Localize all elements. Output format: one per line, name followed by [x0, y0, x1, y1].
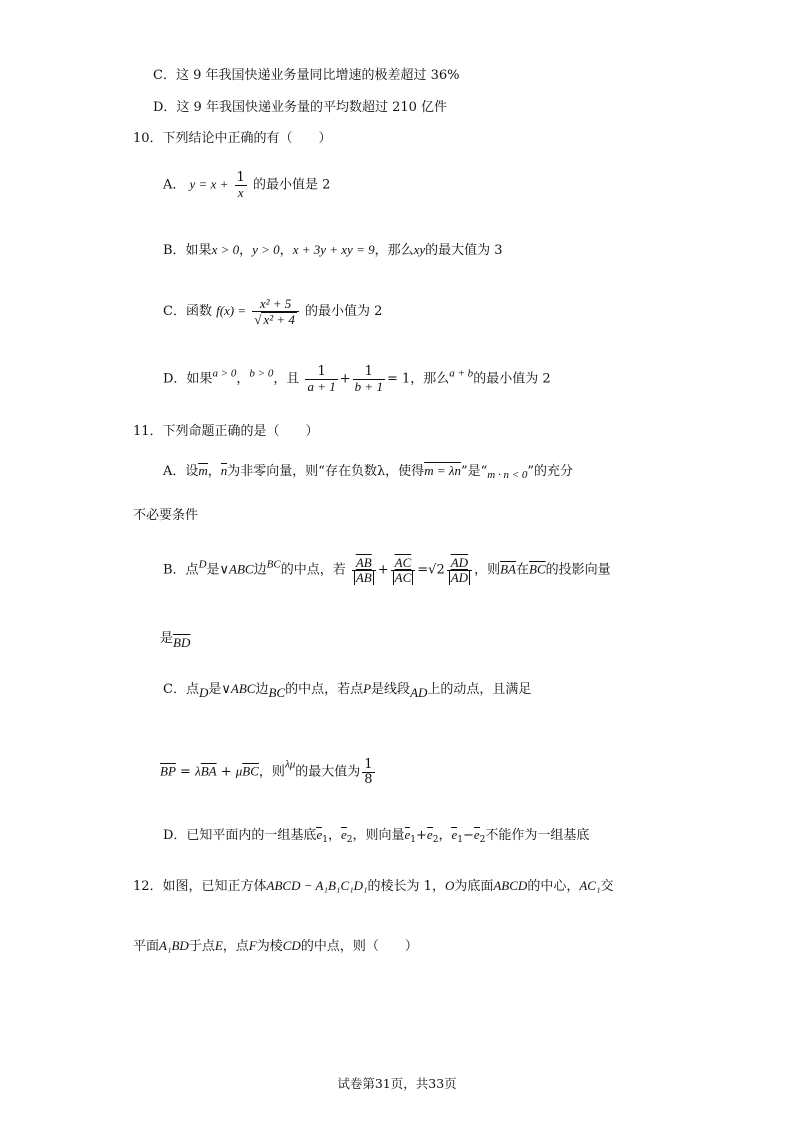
q11-option-c: C．点D是∨ABC边BC的中点，若点P是线段AD上的动点，且满足 [163, 681, 532, 700]
q11-stem: 11．下列命题正确的是（ ） [133, 424, 319, 439]
q9-option-d: D．这 9 年我国快递业务量的平均数超过 210 亿件 [153, 100, 448, 115]
q11-option-b: B．点$^D$是∨ABC边$^{BC}$的中点，若 $\frac{\overline{AB}}{AB}$ + $\frac{\overline{AC}}{AC}$ =√2 $\frac{\overline{AD}}{AD}$ ，则$\overline{BA}$在$\overline{BC}$的投影向量 [163, 555, 611, 585]
q11-option-a-line2: 不必要条件 [133, 508, 199, 523]
q10-option-d: D．如果$^{a > 0}$，$^{b > 0}$，且 $\frac{1}{a + 1}$ + $\frac{1}{b + 1}$ = 1，那么$^{a + b}$的最小值为 2 [163, 364, 551, 394]
q12-line-2: 平面A₁BD于点E，点F为棱CD的中点，则（ ） [133, 938, 418, 954]
q11-option-d: D．已知平面内的一组基底$e_1$，$e_2$，则向量$e_1+e_2$，$e_1-e_2$不能作为一组基底 [163, 827, 590, 845]
page-footer: 试卷第31页，共33页 [337, 1076, 457, 1091]
q9-option-c: C．这 9 年我国快递业务量同比增速的极差超过 36% [153, 68, 460, 83]
q10-option-b: B．如果x > 0，y > 0，x + 3y + xy = 9，那么xy的最大值为 3 [163, 242, 503, 258]
q11-option-b-line2: 是$\overline{BD}$ [160, 631, 191, 650]
q10-stem: 10．下列结论中正确的有（ ） [133, 131, 332, 146]
q11-option-a: A．设m，n为非零向量，则“存在负数λ，使得m = λn”是“$_{m \cdot n < 0}$”的充分 [163, 463, 574, 481]
q12-line-1: 12．如图，已知正方体ABCD − A₁B₁C₁D₁的棱长为 1，O为底面ABCD的中心，AC₁交 [133, 878, 614, 894]
q10-option-c: C．函数 f(x) = $\frac{\text{x² + 5}}{\text{√ x² + 4}}$ 的最小值为 2 [163, 296, 383, 327]
q11-option-c-line2: $\overline{BP} = \lambda\overline{BA} + \mu\overline{BC}$，则$^{\lambda\mu}$的最大值为 $\frac{1}{8}$ [160, 757, 373, 787]
q10-option-a: A． y = x + $\frac{1}{x}$ 的最小值是 2 [163, 170, 331, 200]
